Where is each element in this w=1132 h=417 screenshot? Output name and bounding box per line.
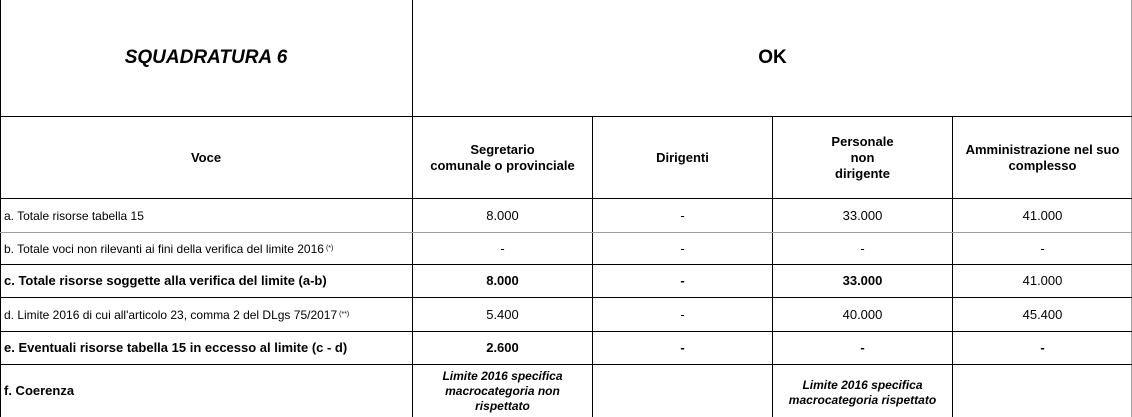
grid-line: [0, 232, 1132, 233]
row-e-amministrazione: -: [1040, 340, 1045, 355]
grid-line: [0, 0, 1, 417]
row-e-label: e. Eventuali risorse tabella 15 in eccesso al limite (c - d): [4, 340, 348, 355]
row-e-personale: -: [860, 340, 865, 355]
row-d-dirigenti: -: [680, 306, 685, 322]
column-header-segretario: Segretario comunale o provinciale: [430, 141, 575, 173]
row-a-amministrazione: 41.000: [1022, 207, 1063, 223]
row-c-dirigenti: -: [680, 273, 685, 288]
status-ok: OK: [758, 47, 787, 68]
column-header-voce: Voce: [190, 149, 222, 165]
row-c-amministrazione: 41.000: [1022, 273, 1063, 288]
column-header-personale: Personale non dirigente: [831, 133, 894, 181]
grid-line: [0, 116, 1132, 117]
row-a-dirigenti: -: [680, 207, 685, 223]
row-a-segretario: 8.000: [486, 207, 519, 223]
row-b-amministrazione: -: [1040, 240, 1045, 256]
row-b-segretario: -: [500, 240, 505, 256]
grid-line: [0, 364, 1132, 365]
row-c-segretario: 8.000: [486, 273, 519, 288]
row-c-personale: 33.000: [842, 273, 883, 288]
row-f-segretario: Limite 2016 specifica macrocategoria non rispettato: [442, 368, 563, 413]
row-b-label: b. Totale voci non rilevanti ai fini della verifica del limite 2016 (*): [4, 241, 334, 256]
row-a-personale: 33.000: [842, 207, 883, 223]
row-b-dirigenti: -: [680, 240, 685, 256]
row-c-label: c. Totale risorse soggette alla verifica del limite (a-b): [4, 273, 327, 288]
row-d-label: d. Limite 2016 di cui all'articolo 23, comma 2 del DLgs 75/2017 (**): [4, 307, 350, 322]
grid-line: [0, 331, 1132, 332]
sheet-title: SQUADRATURA 6: [124, 47, 288, 68]
grid-line: [772, 116, 773, 417]
grid-line: [412, 0, 413, 417]
row-f-personale: Limite 2016 specifica macrocategoria rispettato: [788, 378, 937, 407]
row-b-personale: -: [860, 240, 865, 256]
row-e-dirigenti: -: [680, 340, 685, 355]
row-e-segretario: 2.600: [486, 340, 519, 355]
grid-line: [0, 198, 1132, 199]
grid-line: [0, 264, 1132, 265]
row-f-dirigenti: [593, 365, 772, 417]
row-a-label: a. Totale risorse tabella 15: [4, 208, 144, 223]
column-header-amministrazione: Amministrazione nel suo complesso: [965, 141, 1120, 173]
column-header-dirigenti: Dirigenti: [656, 149, 709, 165]
row-f-amministrazione: [953, 365, 1132, 417]
grid-line: [0, 297, 1132, 298]
row-d-segretario: 5.400: [486, 306, 519, 322]
grid-line: [592, 116, 593, 417]
row-d-personale: 40.000: [842, 306, 883, 322]
row-d-amministrazione: 45.400: [1022, 306, 1063, 322]
grid-line: [952, 116, 953, 417]
row-f-label: f. Coerenza: [4, 383, 75, 398]
